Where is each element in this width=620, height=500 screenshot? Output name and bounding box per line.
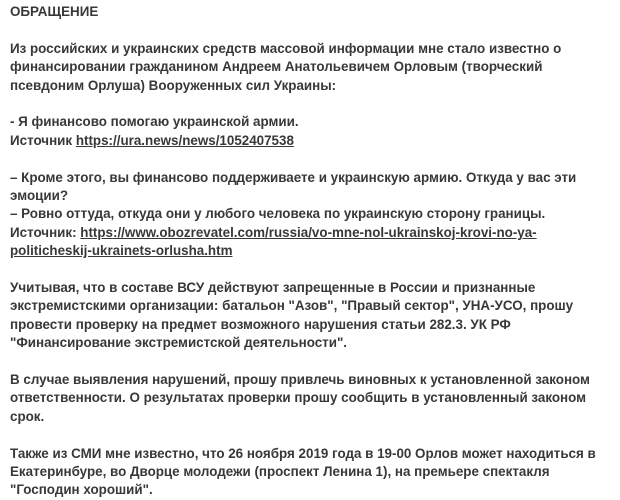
extremist-paragraph <box>10 279 618 353</box>
intro-line: Из российских и украинских средств массовой информации мне стало известно о <box>10 40 562 56</box>
source-link-obozrevatel-part-2[interactable]: politicheskij-ukrainets-orlusha.htm <box>10 243 233 259</box>
quote-1-paragraph <box>10 113 618 150</box>
event-paragraph <box>10 445 618 500</box>
source-label: Источник: <box>10 224 81 240</box>
quote-1-source <box>10 132 618 150</box>
source-link-ura-news[interactable]: https://ura.news/news/1052407538 <box>75 132 294 148</box>
intro-paragraph <box>10 40 618 95</box>
quote-2-question-line: – Кроме этого, вы финансово поддерживаете и украинскую армию. Откуда у вас эти <box>10 169 577 185</box>
source-link-obozrevatel-part-1[interactable]: https://www.obozrevatel.com/russia/vo-mne-nol-ukrainskoj-krovi-no-ya- <box>80 224 537 240</box>
quote-2-paragraph <box>10 169 618 261</box>
responsibility-line: срок. <box>10 408 45 424</box>
extremist-line: "Финансирование экстремистской деятельности". <box>10 335 348 351</box>
quote-2-source <box>10 224 618 242</box>
event-line: Также из СМИ мне известно, что 26 ноября 2019 года в 19-00 Орлов может находиться в <box>10 445 596 461</box>
source-label: Источник <box>10 132 76 148</box>
responsibility-line: В случае выявления нарушений, прошу привлечь виновных к установленной законом <box>10 372 590 388</box>
event-line: Екатеринбуре, во Дворце молодежи (проспект Ленина 1), на премьере спектакля <box>10 464 550 480</box>
quote-2-source-continued <box>10 242 618 260</box>
appeal-document <box>10 3 618 500</box>
document-title: ОБРАЩЕНИЕ <box>10 4 99 19</box>
responsibility-paragraph <box>10 371 618 426</box>
responsibility-line: ответственности. О результатах проверки прошу сообщить в установленный законом <box>10 390 587 406</box>
extremist-line: Учитывая, что в составе ВСУ действуют запрещенные в России и признанные <box>10 280 536 296</box>
extremist-line: экстремистскими организации: батальон "Азов", "Правый сектор", УНА-УСО, прошу <box>10 298 574 314</box>
document-title-block <box>10 3 618 21</box>
extremist-line: провести проверку на предмет возможного нарушения статьи 282.3. УК РФ <box>10 316 511 332</box>
event-line: "Господин хороший". <box>10 482 153 498</box>
intro-line: финансировании гражданином Андреем Анатольевичем Орловым (творческий <box>10 59 543 75</box>
quote-2-answer: – Ровно оттуда, откуда они у любого человека по украинскую сторону границы. <box>10 206 546 222</box>
quote-2-question-line: эмоции? <box>10 188 69 204</box>
intro-line: псевдоним Орлуша) Вооруженных сил Украины: <box>10 77 337 93</box>
quote-1-text: - Я финансово помогаю украинской армии. <box>10 114 299 130</box>
